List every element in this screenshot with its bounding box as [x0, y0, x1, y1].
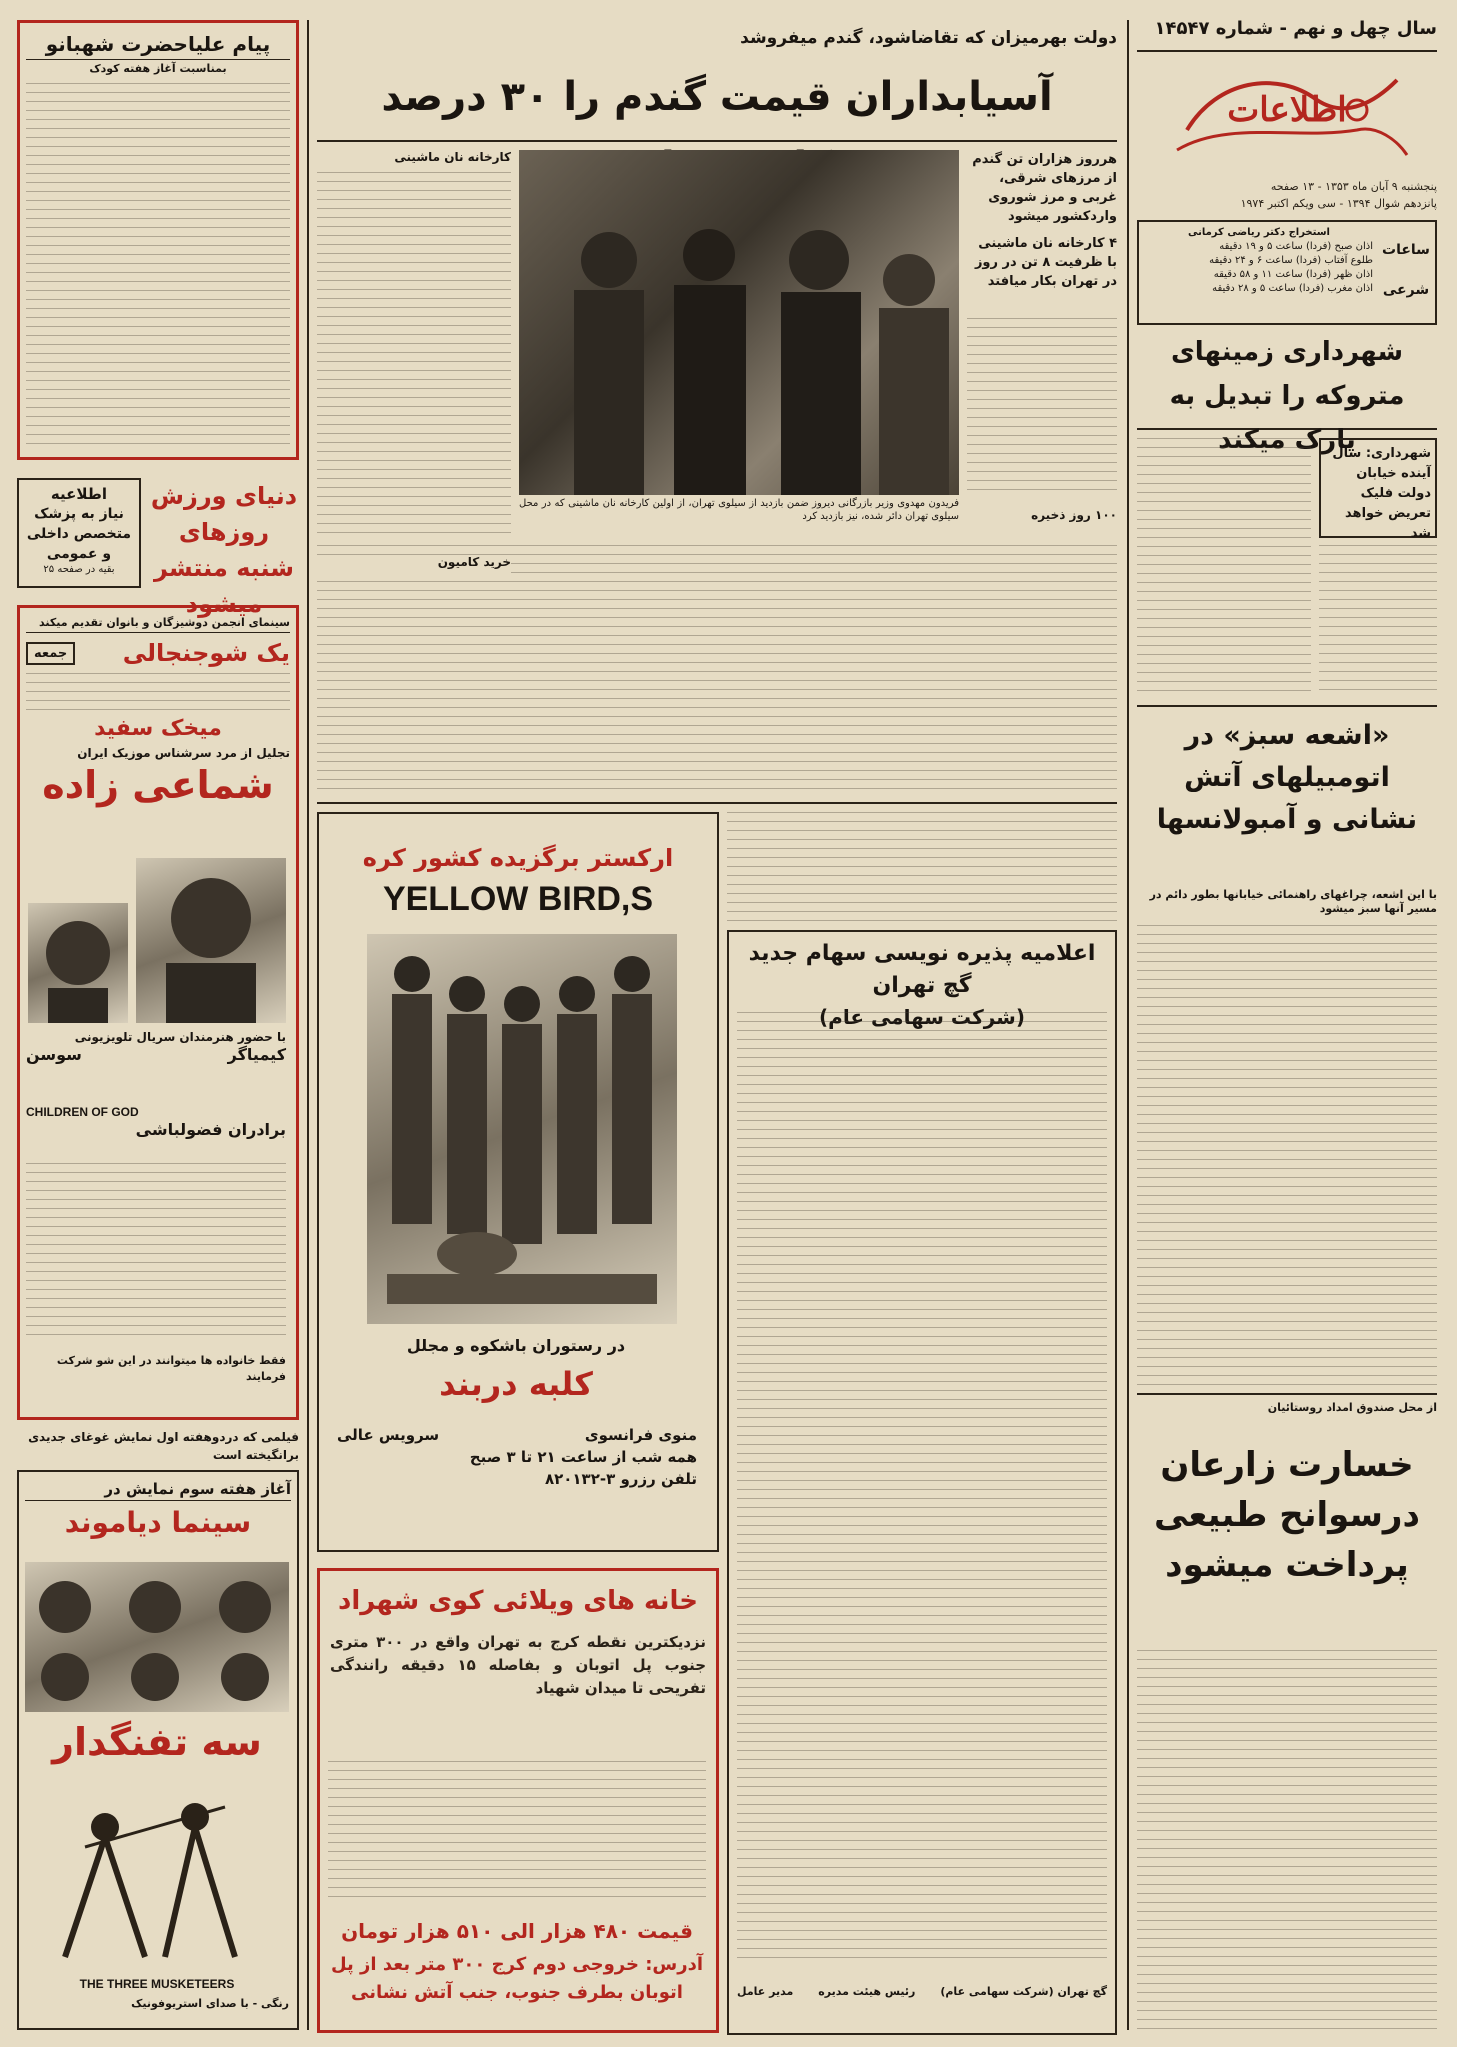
shares-signature: رئیس هیئت مدیره: [818, 1985, 916, 1998]
lead-photo-caption: فریدون مهدوی وزیر بازرگانی دیروز ضمن بازدید از سیلوی تهران، از اولین کارخانه نان ماشینی که در محل سیلوی تهران دائر شده، نیز بازدید کرد: [519, 498, 959, 522]
municipality-sidebar-text: [1319, 545, 1437, 695]
prayer-list: [1145, 226, 1373, 296]
show-title-row: [26, 639, 290, 667]
cast-portraits-icon: [25, 1562, 289, 1712]
shares-title: اعلامیه پذیره نویسی سهام جدید گچ تهران: [748, 941, 1096, 998]
queen-title: پیام علیاحضرت شهبانو: [26, 29, 290, 60]
municipality-body-text: [1137, 438, 1311, 695]
band-photo: [367, 934, 677, 1324]
star-portrait: [136, 858, 286, 1023]
lead-bullets: [967, 150, 1117, 310]
villa-body: نزدیکترین نقطه کرج به تهران واقع در ۳۰۰ متری جنوب پل اتوبان و بفاصله ۱۵ دقیقه رانندگی تفریحی تا میدان شهیاد: [330, 1633, 707, 1697]
show-honor: تجلیل از مرد سرشناس موزیک ایران: [77, 746, 290, 760]
service-label: سرویس عالی: [337, 1426, 440, 1444]
show-organizer: سینمای انجمن دوشیزگان و بانوان تقدیم میکند: [26, 614, 290, 633]
lead-photo: [519, 150, 959, 495]
guest-name: سوسن: [26, 1045, 82, 1064]
issue-number: سال چهل و نهم - شماره ۱۴۵۴۷: [1154, 18, 1437, 39]
venue-hours: همه شب از ساعت ۲۱ تا ۳ صبح: [469, 1448, 697, 1466]
film-note: فیلمی که دردوهفته اول نمایش غوغای جدیدی برانگیخته است: [28, 1430, 299, 1462]
lead-kicker: دولت بهرمیزان که تقاضاشود، گندم میفروشد: [740, 28, 1117, 48]
lead-bullet: هرروز هزاران تن گندم از مرزهای شرقی، غربی و مرز شوروی واردکشور میشود: [972, 152, 1117, 224]
lead-col4-text: [317, 172, 511, 537]
shares-subtitle: (شرکت سهامی عام): [819, 1005, 1025, 1029]
venue-features: [337, 1424, 697, 1446]
band-members-photo-icon: [367, 934, 677, 1324]
municipality-sidebar-title: شهرداری: سال آینده خیابان دولت فلیک تعریض خواهد شد: [1319, 438, 1437, 538]
farmers-source: از محل صندوق امداد روستائیان: [1267, 1401, 1437, 1414]
film-title: سه تفنگدار: [52, 1720, 262, 1764]
orchestra-title: ارکستر برگزیده کشور کره: [362, 844, 674, 872]
municipality-headline: شهرداری زمینهای متروکه را تبدیل به پارک میکند: [1137, 330, 1437, 430]
man-portrait-icon: [136, 858, 286, 1023]
show-band: [26, 1103, 286, 1153]
sports-notice: دنیای ورزش روزهای شنبه منتشر میشود: [150, 482, 298, 618]
venue-name: کلبه دربند: [439, 1365, 593, 1403]
film-cast-photos: [25, 1562, 289, 1712]
guest-names: [26, 1046, 286, 1064]
farmers-headline: خسارت زارعان درسوانح طبیعی پرداخت میشود: [1154, 1445, 1420, 1585]
queen-body-text: [26, 83, 290, 448]
film-week: آغاز هفته سوم نمایش در: [25, 1478, 291, 1501]
show-star: شماعی زاده: [42, 763, 274, 807]
prayer-item: اذان صبح (فردا) ساعت ۵ و ۱۹ دقیقه: [1219, 241, 1373, 252]
prayer-source: استخراج دکتر ریاضی کرمانی: [1187, 227, 1330, 238]
lead-subhead: خرید کامیون: [317, 555, 511, 575]
film-title-en: THE THREE MUSKETEERS: [79, 1977, 235, 1991]
show-with: با حضور هنرمندان سریال تلویزیونی: [74, 1030, 286, 1044]
show-title: یک شوجنجالی: [122, 639, 290, 667]
queen-message-box: [17, 20, 299, 460]
venue-phone: تلفن رزرو ۳-۸۲۰۱۳۲: [544, 1470, 697, 1488]
lead-subhead: ۱۰۰ روز ذخیره: [1031, 508, 1117, 522]
lead-tail-text: [727, 812, 1117, 922]
green-ray-body-text: [1137, 925, 1437, 1385]
menu-label: منوی فرانسوی: [584, 1426, 697, 1444]
lead-subhead: کارخانه نان ماشینی: [394, 150, 511, 164]
musketeers-illustration: [25, 1777, 289, 1977]
show-guests: [26, 1028, 286, 1098]
guest-portrait: [28, 903, 128, 1023]
comedy-name: برادران فضولباشی: [135, 1120, 286, 1139]
masthead-logo: [1157, 60, 1417, 170]
date-line-lunar: پانزدهم شوال ۱۳۹۴ - سی ویکم اکتبر ۱۹۷۴: [1240, 197, 1437, 210]
show-name: میخک سفید: [94, 716, 222, 741]
sword-fighters-icon: [25, 1777, 289, 1977]
prayer-times-box: [1137, 220, 1437, 325]
film-footer: رنگی - با صدای استریوفونیک: [131, 1997, 289, 2010]
date-line-persian: پنجشنبه ۹ آبان ماه ۱۳۵۳ - ۱۳ صفحه: [1270, 180, 1437, 193]
shares-signature: گچ تهران (شرکت سهامی عام): [940, 1985, 1107, 1998]
prayer-title: ساعات شرعی: [1382, 242, 1430, 298]
farmers-body-text: [1137, 1650, 1437, 2030]
date-lines: [1137, 178, 1437, 218]
lead-col1-text: [967, 318, 1117, 498]
show-details-text: [26, 1163, 286, 1343]
show-footer: فقط خانواده ها میتوانند در این شو شرکت فرمایند: [56, 1354, 286, 1383]
shares-signature: مدیر عامل: [737, 1985, 794, 1998]
doctor-notice: [17, 478, 141, 588]
venue-line: در رستوران باشکوه و مجلل: [406, 1336, 626, 1355]
queen-subtitle: بمناسبت آغاز هفته کودک: [89, 62, 227, 75]
guest-name: کیمیاگر: [227, 1045, 286, 1064]
logo-text: اطلاعات: [1227, 90, 1347, 130]
woman-portrait-icon: [28, 903, 128, 1023]
prayer-item: اذان مغرب (فردا) ساعت ۵ و ۲۸ دقیقه: [1212, 283, 1373, 294]
musketeers-ad: [17, 1470, 299, 2030]
lead-headline: آسیابداران قیمت گندم را ۳۰ درصد: [381, 74, 1053, 120]
cinema-show-ad: [17, 605, 299, 1420]
villa-ad: [317, 1568, 719, 2033]
doctor-notice-title: اطلاعیه: [50, 485, 108, 503]
orchestra-ad: [317, 812, 719, 1552]
lead-bullet: ۴ کارخانه نان ماشینی با ظرفیت ۸ تن در روز در تهران بکار میافتد: [974, 236, 1117, 289]
shares-signatures: [737, 1985, 1107, 2025]
villa-features-text: [328, 1761, 706, 1901]
doctor-notice-more: بقیه در صفحه ۲۵: [43, 564, 115, 575]
prayer-item: طلوع آفتاب (فردا) ساعت ۶ و ۲۴ دقیقه: [1209, 255, 1373, 266]
issue-line: [1137, 18, 1437, 48]
show-day: جمعه: [26, 642, 75, 665]
villa-price: قیمت ۴۸۰ هزار الی ۵۱۰ هزار تومان: [341, 1919, 693, 1943]
venue-details: [337, 1424, 697, 1514]
green-ray-subhead: با این اشعه، چراغهای راهنمائی خیابانها بطور دائم در مسیر آنها سبز میشود: [1149, 888, 1437, 915]
doctor-notice-body: نیاز به پزشک متخصص داخلی و عمومی: [26, 506, 132, 562]
villa-title: خانه های ویلائی کوی شهراد: [337, 1586, 698, 1616]
shares-body-text: [737, 1012, 1107, 1962]
villa-address: آدرس: خروجی دوم کرج ۳۰۰ متر بعد از پل اتوبان بطرف جنوب، جنب آتش نشانی: [330, 1954, 704, 2003]
green-ray-headline: «اشعه سبز» در اتومبیلهای آتش نشانی و آمبولانسها: [1156, 720, 1418, 835]
orchestra-band-name: YELLOW BIRD,S: [382, 880, 654, 918]
prayer-item: اذان ظهر (فردا) ساعت ۱۱ و ۵۸ دقیقه: [1213, 269, 1373, 280]
people-photo-icon: [519, 150, 959, 495]
band-name: CHILDREN OF GOD: [26, 1105, 139, 1119]
lead-continued-text: [317, 545, 1117, 795]
cinema-name: سینما دیاموند: [64, 1506, 252, 1539]
show-performers-text: [26, 673, 290, 713]
shares-notice: [727, 930, 1117, 2035]
